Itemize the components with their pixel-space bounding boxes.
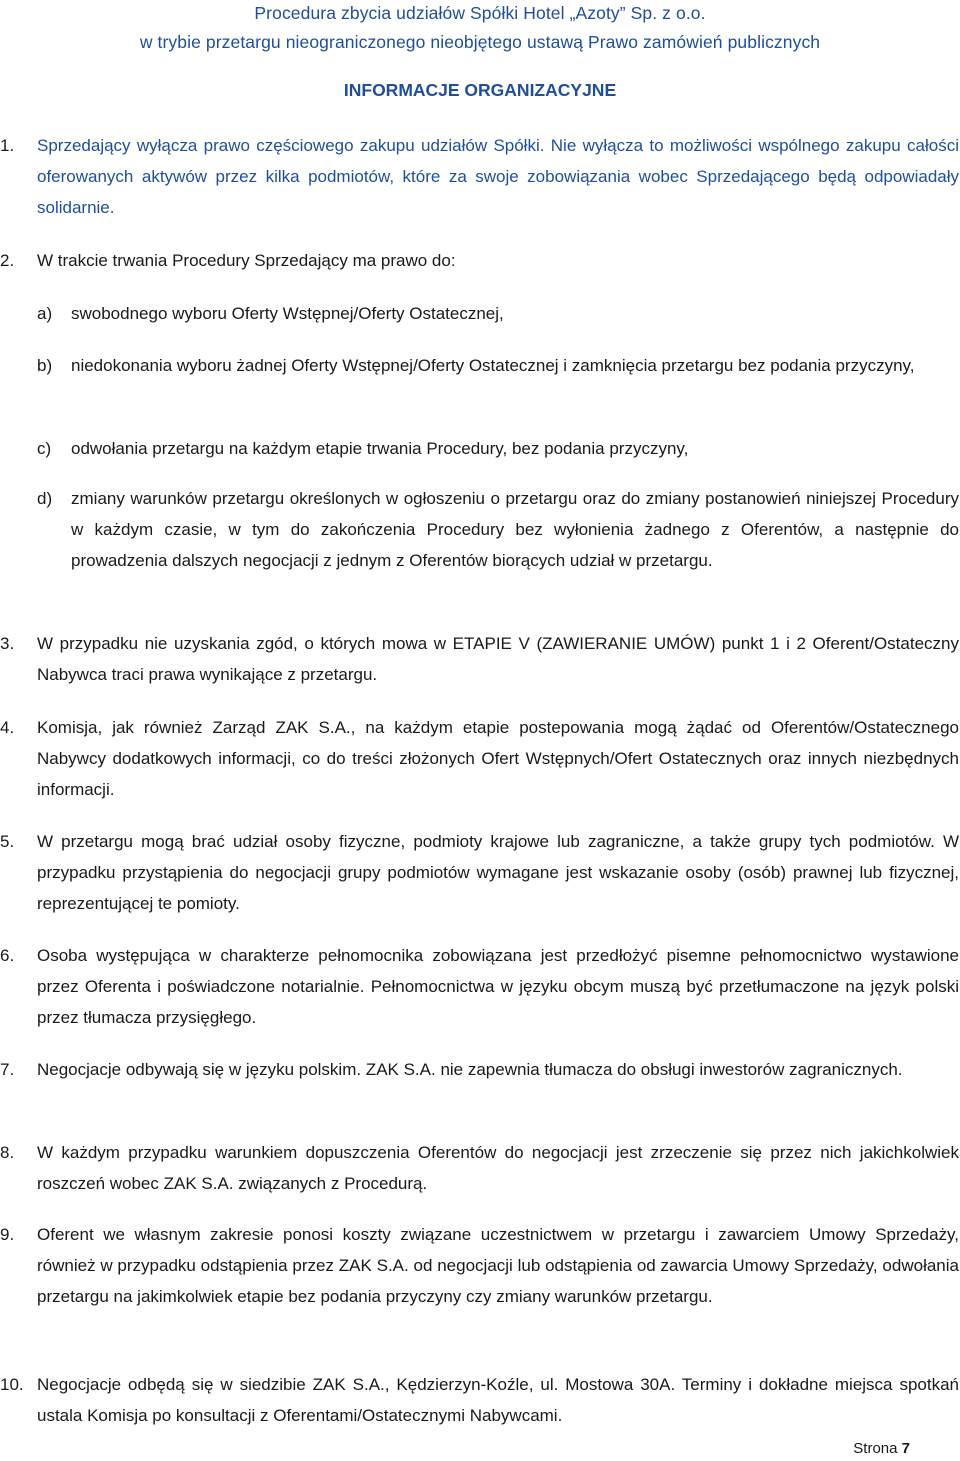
section-title: INFORMACJE ORGANIZACYJNE xyxy=(343,80,617,100)
item-letter: b) xyxy=(37,356,53,375)
item-number: 1. xyxy=(0,136,15,155)
item-number: 8. xyxy=(0,1143,15,1162)
page-footer xyxy=(853,1440,910,1457)
item-number: 6. xyxy=(0,946,15,965)
item-text: W każdym przypadku warunkiem dopuszczenia Oferentów do negocjacji jest zrzeczenie się przez nich jakichkolwiek roszczeń wobec ZAK S.A. związanych z Procedurą. xyxy=(37,1143,959,1193)
item-letter: a) xyxy=(37,304,53,323)
item-number: 3. xyxy=(0,634,15,653)
item-text: W przypadku nie uzyskania zgód, o których mowa w ETAPIE V (ZAWIERANIE UMÓW) punkt 1 i 2 Oferent/Ostateczny Nabywca traci prawa wynikające z przetargu. xyxy=(37,634,959,684)
item-text: W trakcie trwania Procedury Sprzedający ma prawo do: xyxy=(37,251,456,270)
item-text: Sprzedający wyłącza prawo częściowego zakupu udziałów Spółki. Nie wyłącza to możliwości wspólnego zakupu całości oferowanych aktywów przez kilka podmiotów, które za swoje zobowiązania wobec Sprzedającego będą odpowiadały solidarnie. xyxy=(37,136,959,217)
item-number: 5. xyxy=(0,832,15,851)
item-text: odwołania przetargu na każdym etapie trwania Procedury, bez podania przyczyny, xyxy=(71,439,689,458)
item-number: 4. xyxy=(0,718,15,737)
item-text: Oferent we własnym zakresie ponosi koszty związane uczestnictwem w przetargu i zawarciem Umowy Sprzedaży, również w przypadku odstąpienia przez ZAK S.A. od negocjacji lub odstąpienia od zawarcia Umowy Sprzedaży, odwołania przetargu na jakimkolwiek etapie bez podania przyczyny czy zmiany warunków przetargu. xyxy=(37,1225,959,1306)
item-letter: c) xyxy=(37,439,52,458)
item-text: Komisja, jak również Zarząd ZAK S.A., na każdym etapie postepowania mogą żądać od Oferentów/Ostatecznego Nabywcy dodatkowych informacji, co do treści złożonych Ofert Wstępnych/Ofert Ostatecznych oraz innych niezbędnych informacji. xyxy=(37,718,959,799)
item-text: swobodnego wyboru Oferty Wstępnej/Oferty Ostatecznej, xyxy=(71,304,504,323)
item-letter: d) xyxy=(37,489,53,508)
item-number: 9. xyxy=(0,1225,15,1244)
document-header-title: Procedura zbycia udziałów Spółki Hotel „Azoty” Sp. z o.o. xyxy=(254,3,706,23)
item-text: Negocjacje odbędą się w siedzibie ZAK S.A., Kędzierzyn-Koźle, ul. Mostowa 30A. Terminy i dokładne miejsca spotkań ustala Komisja po konsultacji z Oferentami/Ostatecznymi Nabywcami. xyxy=(37,1375,959,1425)
item-text: zmiany warunków przetargu określonych w ogłoszeniu o przetargu oraz do zmiany postanowień niniejszej Procedury w każdym czasie, w tym do zakończenia Procedury bez wyłonienia żadnego z Oferentów, a następnie do prowadzenia dalszych negocjacji z jednym z Oferentów biorących udział w przetargu. xyxy=(71,489,959,570)
item-number: 2. xyxy=(0,251,15,270)
item-number: 7. xyxy=(0,1060,15,1079)
item-number: 10. xyxy=(0,1375,24,1394)
item-text: niedokonania wyboru żadnej Oferty Wstępnej/Oferty Ostatecznej i zamknięcia przetargu bez podania przyczyny, xyxy=(71,356,915,375)
document-header-subtitle: w trybie przetargu nieograniczonego nieobjętego ustawą Prawo zamówień publicznych xyxy=(139,32,821,52)
page-label: Strona xyxy=(853,1440,898,1457)
item-text: W przetargu mogą brać udział osoby fizyczne, podmioty krajowe lub zagraniczne, a także grupy tych podmiotów. W przypadku przystąpienia do negocjacji grupy podmiotów wymagane jest wskazanie osoby (osób) prawnej lub fizycznej, reprezentującej te pomioty. xyxy=(37,832,959,913)
item-text: Negocjacje odbywają się w języku polskim. ZAK S.A. nie zapewnia tłumacza do obsługi inwestorów zagranicznych. xyxy=(37,1060,903,1079)
page-number: 7 xyxy=(901,1440,910,1457)
item-text: Osoba występująca w charakterze pełnomocnika zobowiązana jest przedłożyć pisemne pełnomocnictwo wystawione przez Oferenta i poświadczone notarialnie. Pełnomocnictwa w języku obcym muszą być przetłumaczone na język polski przez tłumacza przysięgłego. xyxy=(37,946,959,1027)
